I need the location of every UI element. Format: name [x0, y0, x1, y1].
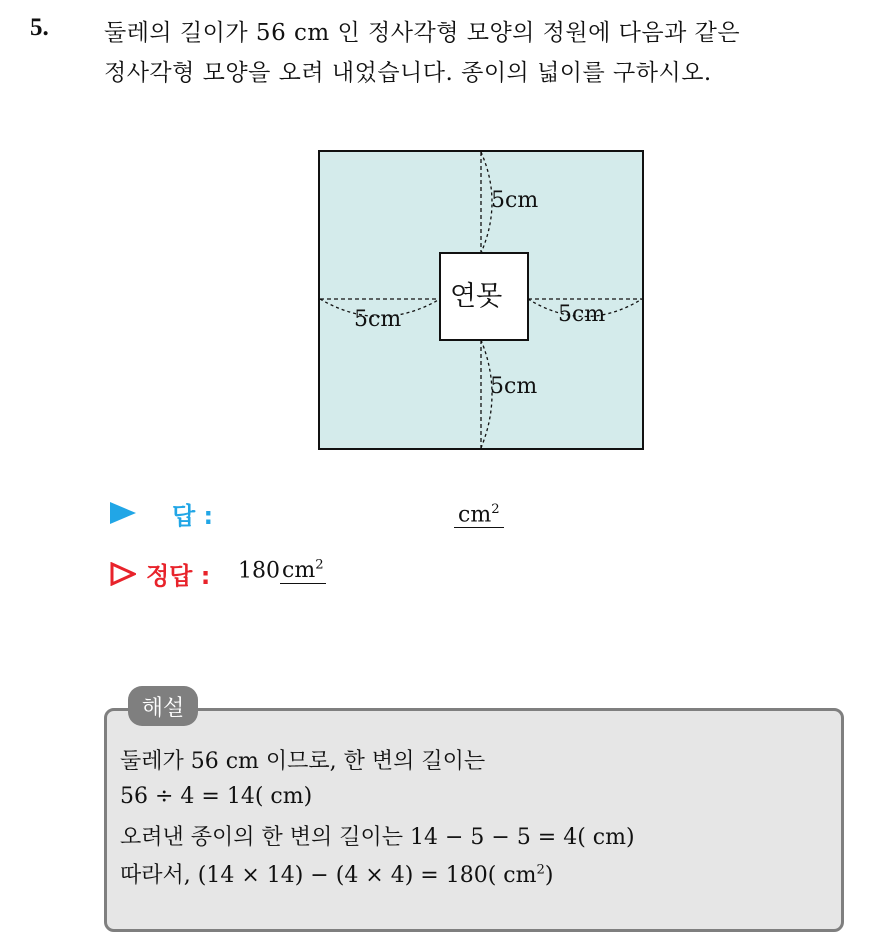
solution-line-4	[120, 858, 553, 889]
answer-label: 답 :	[172, 502, 214, 530]
correct-answer-value-group	[238, 558, 326, 583]
answer-row	[110, 496, 610, 530]
correct-unit-exponent: 2	[315, 558, 324, 573]
question-text-line-2: 정사각형 모양을 오려 내었습니다. 종이의 넓이를 구하시오.	[104, 60, 712, 86]
solution-line-4-main: 따라서, (14 × 14) − (4 × 4) = 180( cm	[120, 863, 537, 888]
dimension-label-bottom: 5cm	[490, 374, 538, 399]
answer-unit-exponent: 2	[491, 502, 500, 517]
correct-answer-row	[110, 556, 610, 592]
correct-answer-unit	[280, 558, 326, 584]
dimension-label-right: 5cm	[558, 302, 606, 327]
question-text-line-1: 둘레의 길이가 56 cm 인 정사각형 모양의 정원에 다음과 같은	[104, 20, 741, 46]
dimension-label-left: 5cm	[354, 307, 402, 332]
correct-unit-base: cm	[282, 558, 316, 584]
pond-label: 연못	[450, 281, 503, 312]
solution-line-2: 56 ÷ 4 = 14( cm)	[120, 784, 313, 809]
answer-triangle-icon	[110, 502, 136, 524]
question-number: 5.	[30, 14, 49, 41]
correct-answer-label: 정답 :	[146, 562, 211, 590]
answer-unit-base: cm	[458, 502, 492, 528]
correct-answer-value: 180	[238, 558, 280, 584]
dimension-label-top: 5cm	[491, 188, 539, 213]
solution-line-4-end: )	[544, 863, 554, 888]
solution-line-4-exponent: 2	[536, 862, 545, 878]
garden-figure	[318, 150, 644, 450]
correct-triangle-icon	[110, 562, 136, 586]
answer-input-blank[interactable]	[454, 498, 504, 528]
solution-line-1: 둘레가 56 cm 이므로, 한 변의 길이는	[120, 749, 486, 774]
solution-tab: 해설	[128, 686, 198, 726]
solution-line-3: 오려낸 종이의 한 변의 길이는 14 − 5 − 5 = 4( cm)	[120, 825, 635, 850]
